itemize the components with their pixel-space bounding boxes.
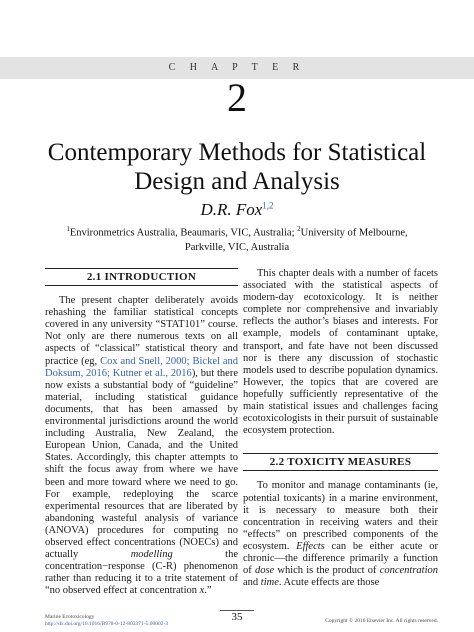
affil-mark-1: 1 xyxy=(66,225,70,233)
title-line-2: Design and Analysis xyxy=(134,168,340,195)
citation-link[interactable]: Cox and Snell, 2000; Bickel and Doksum, 2016; Kutner et al., 2016 xyxy=(45,355,238,379)
chapter-title xyxy=(30,138,444,196)
affil-mark-2: 2 xyxy=(297,225,301,233)
tox-text-d: and xyxy=(243,577,261,589)
title-line-1: Contemporary Methods for Statistical xyxy=(47,139,427,166)
author xyxy=(0,200,474,220)
footer-copyright: Copyright © 2016 Elsevier Inc. All rights reserved. xyxy=(325,618,438,624)
tox-em-time: time xyxy=(260,577,279,589)
intro-paragraph xyxy=(45,295,238,597)
tox-em-concentration: concentration xyxy=(379,565,439,577)
tox-text-c: which is the product of xyxy=(274,565,380,577)
intro-text-b: ), but there now exists a substantial body of “guideline” material, including statistical guidance documents, that has been amassed by environmental jurisdictions around the world including Australia, New Zealand, the European Union, Canada, and the United States. Accordingly, this chapter attempts to shift the focus away from where we have been and more toward where we need to go. For example, redeploying the scarce experimental resources that are liberated by abandoning wasteful analysis of variance (ANOVA) procedures for computing no observed effect concentrations (NOECs) and actually xyxy=(45,367,238,561)
tox-em-effects: Effects xyxy=(296,540,325,552)
tox-em-dose: dose xyxy=(254,565,275,577)
chapter-number: 2 xyxy=(227,75,247,120)
intro-text-c: the concentration−response (C-R) phenomenon rather than reducing it to a trite statement of “no observed effect at concentration xyxy=(45,549,238,597)
toxicity-paragraph xyxy=(243,480,438,589)
affiliations xyxy=(40,222,434,255)
footer-doi-link[interactable]: http://dx.doi.org/10.1016/B978-0-12-803371-5.00002-3 xyxy=(45,621,169,627)
intro-variable-x: x xyxy=(199,585,205,597)
tox-text-b: can be either acute or chronic—the difference primarily a function of xyxy=(243,540,438,577)
right-column xyxy=(243,268,438,589)
tox-text-a: To monitor and manage contaminants (ie, potential toxicants) in a marine environment, it is necessary to measure both their concentration in receiving waters and their “effects” on prescribed components of the ecosystem. xyxy=(243,480,438,552)
intro-emphasis: modelling xyxy=(130,549,173,561)
tox-text-e: . Acute effects are those xyxy=(278,577,380,589)
facets-paragraph: This chapter deals with a number of facets associated with the statistical aspects of modern-day ecotoxicology. It is neither complete nor comprehensive and invariably reflects the author’s biases and interests. For example, models of contaminant uptake, transport, and fate have not been discussed nor is there any discussion of stochastic models used to describe population dynamics. However, the topics that are covered are hopefully sufficiently representative of the main statistical issues and challenges facing ecotoxicologists in their pursuit of sustainable ecosystem protection. xyxy=(243,268,438,437)
author-affiliation-marks[interactable]: 1,2 xyxy=(262,200,274,211)
left-column xyxy=(45,268,238,597)
intro-text-a: The present chapter deliberately avoids rehashing the familiar statistical concepts covered in any university “STAT101” course. Not only are there numerous texts on all aspects of “classical” statistical theory and practice (eg, xyxy=(45,295,238,367)
intro-text-d: .” xyxy=(204,585,212,597)
section-heading-toxicity-measures: 2.2 TOXICITY MEASURES xyxy=(243,453,438,471)
author-name: D.R. Fox xyxy=(200,200,263,219)
affil-2-location: Parkville, VIC, Australia xyxy=(184,241,290,253)
page-number: 35 xyxy=(231,611,243,623)
affil-1: Environmetrics Australia, Beaumaris, VIC, Australia; xyxy=(69,227,298,239)
chapter-label: C H A P T E R xyxy=(168,62,306,73)
affil-2: University of Melbourne, xyxy=(300,227,408,239)
section-heading-introduction: 2.1 INTRODUCTION xyxy=(45,268,238,286)
footer-book: Marine Ecotoxicology xyxy=(45,614,95,620)
